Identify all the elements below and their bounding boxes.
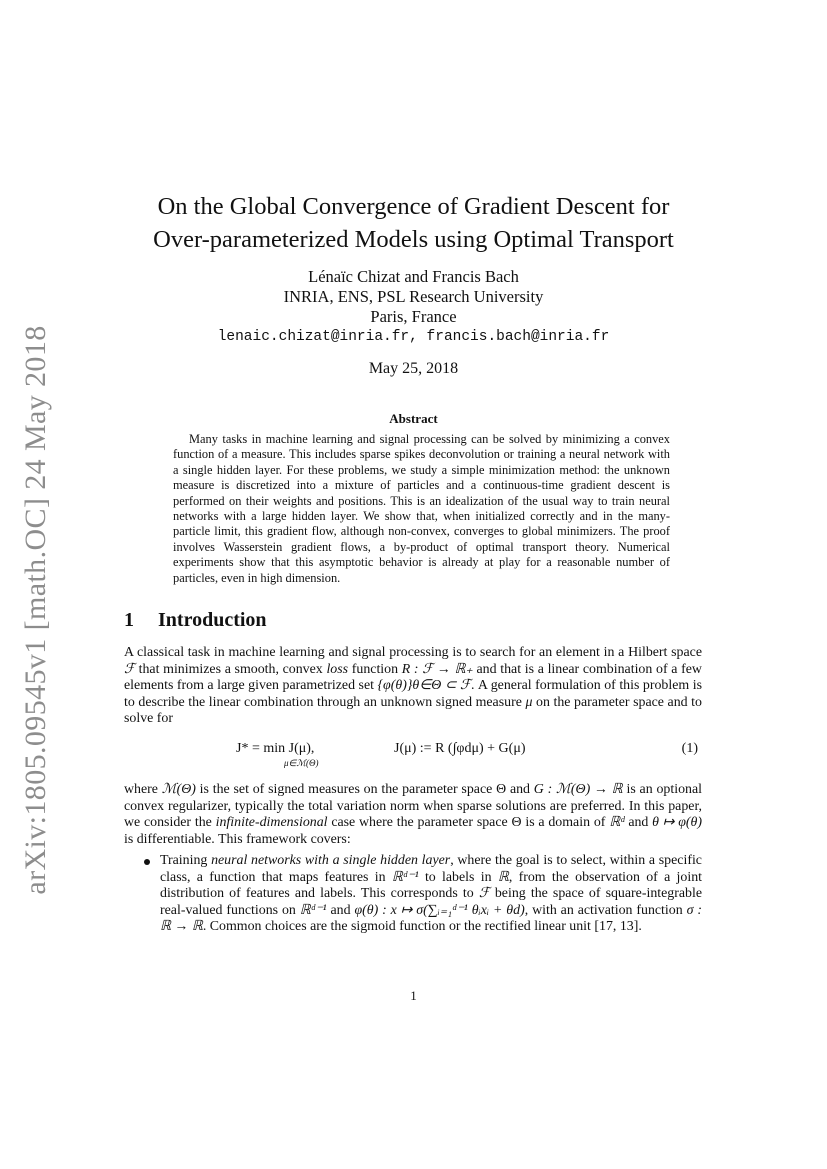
paper-date: May 25, 2018 <box>368 360 459 377</box>
section-title: Introduction <box>158 609 267 631</box>
intro-paragraph-2: where ℳ(Θ) is the set of signed measures on the parameter space Θ and G : ℳ(Θ) → ℝ is an optional convex regularizer, typically the total variation norm when sparse solutions are preferred. In this paper, we consider the infinite-dimensional case where the parameter space Θ is a domain of ℝᵈ and θ ↦ φ(θ) is differentiable. This framework covers: <box>124 782 702 847</box>
list-item-text: Training neural networks with a single hidden layer, where the goal is to select, within a specific class, a function that maps features in ℝᵈ⁻¹ to labels in ℝ, from the observation of a joint distribution of features and labels. This corresponds to ℱ being the space of square-integrable real-valued functions on ℝᵈ⁻¹ and φ(θ) : x ↦ σ(∑ᵢ₌₁ᵈ⁻¹ θᵢxᵢ + θd), with an activation function σ : ℝ → ℝ. Common choices are the sigmoid function or the rectified linear unit [17, 13]. <box>160 853 702 934</box>
equation-1 <box>124 738 702 772</box>
section-heading <box>124 609 267 632</box>
author-names: Lénaïc Chizat and Francis Bach <box>308 267 519 286</box>
equation-lhs: J* = min J(μ), <box>236 741 315 756</box>
equation-subscript: μ∈ℳ(Θ) <box>284 758 319 768</box>
equation-rhs: J(μ) := R (∫φdμ) + G(μ) <box>394 741 526 756</box>
author-emails: lenaic.chizat@inria.fr, francis.bach@inria.fr <box>217 329 610 345</box>
paper-title <box>0 190 827 256</box>
author-block <box>0 267 827 347</box>
intro-paragraph-1: A classical task in machine learning and signal processing is to search for an element in a Hilbert space ℱ that minimizes a smooth, convex loss function R : ℱ → ℝ₊ and that is a linear combination of a few elements from a large given parametrized set {φ(θ)}θ∈Θ ⊂ ℱ. A general formulation of this problem is to describe the linear combination through an unknown signed measure μ on the parameter space and to solve for <box>124 645 702 726</box>
abstract-heading: Abstract <box>389 411 438 426</box>
arxiv-stamp-text: arXiv:1805.09545v1 [math.OC] 24 May 2018 <box>19 325 52 895</box>
author-affiliation: INRIA, ENS, PSL Research University <box>283 287 544 306</box>
title-line-1: On the Global Convergence of Gradient Descent for <box>157 193 670 220</box>
author-location: Paris, France <box>370 307 457 326</box>
bullet-icon <box>144 859 150 865</box>
title-line-2: Over-parameterized Models using Optimal Transport <box>153 226 674 253</box>
page-number: 1 <box>410 988 417 1003</box>
abstract-text: Many tasks in machine learning and signal processing can be solved by minimizing a convex function of a measure. This includes sparse spikes deconvolution or training a neural network with a single hidden layer. For these problems, we study a simple minimization method: the unknown measure is discretized into a mixture of particles and a continuous-time gradient descent is performed on their weights and positions. This is an idealization of the usual way to train neural networks with a large hidden layer. We show that, when initialized correctly and in the many-particle limit, this gradient flow, although non-convex, converges to global minimizers. The proof involves Wasserstein gradient flows, a by-product of optimal transport theory. Numerical experiments show that this asymptotic behavior is already at play for a reasonable number of particles, even in high dimension. <box>173 432 670 585</box>
section-number: 1 <box>124 609 134 631</box>
equation-number: (1) <box>681 741 698 756</box>
